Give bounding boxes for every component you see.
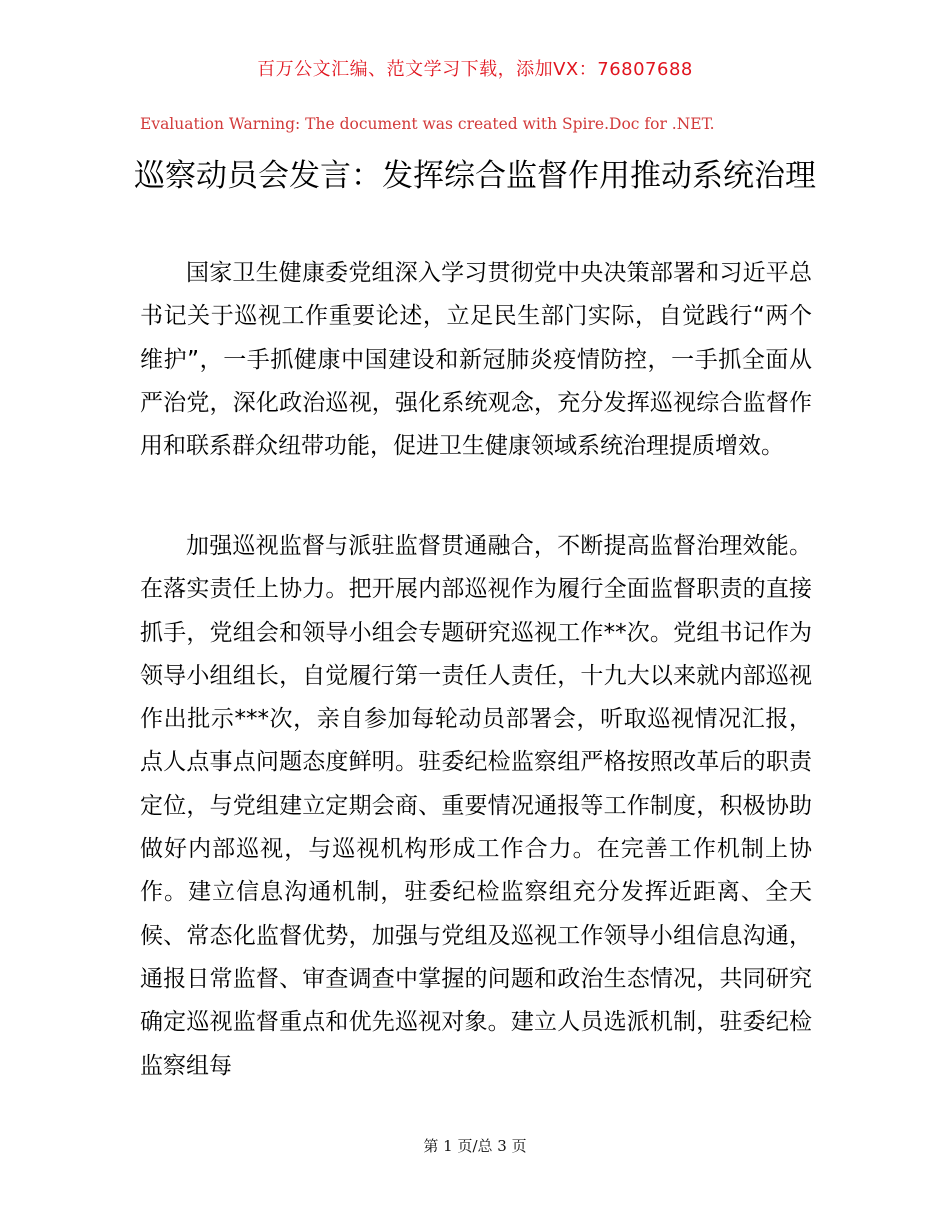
- page-number: 第 1 页/总 3 页: [423, 1137, 527, 1155]
- body-paragraph: 加强巡视监督与派驻监督贯通融合，不断提高监督治理效能。在落实责任上协力。把开展内部巡视作为履行全面监督职责的直接抓手，党组会和领导小组会专题研究巡视工作**次。党组书记作为领导小组组长，自觉履行第一责任人责任，十九大以来就内部巡视作出批示***次，亲自参加每轮动员部署会，听取巡视情况汇报，点人点事点问题态度鲜明。驻委纪检监察组严格按照改革后的职责定位，与党组建立定期会商、重要情况通报等工作制度，积极协助做好内部巡视，与巡视机构形成工作合力。在完善工作机制上协作。建立信息沟通机制，驻委纪检监察组充分发挥近距离、全天候、常态化监督优势，加强与党组及巡视工作领导小组信息沟通，通报日常监督、审查调查中掌握的问题和政治生态情况，共同研究确定巡视监督重点和优先巡视对象。建立人员选派机制，驻委纪检监察组每: [140, 533, 812, 1079]
- header-banner: 百万公文汇编、范文学习下载，添加VX：76807688: [257, 59, 693, 80]
- body-paragraph: 国家卫生健康委党组深入学习贯彻党中央决策部署和习近平总书记关于巡视工作重要论述，立足民生部门实际，自觉践行“两个维护”，一手抓健康中国建设和新冠肺炎疫情防控，一手抓全面从严治党，深化政治巡视，强化系统观念，充分发挥巡视综合监督作用和联系群众纽带功能，促进卫生健康领域系统治理提质增效。: [140, 260, 812, 460]
- document-title: 巡察动员会发言：发挥综合监督作用推动系统治理: [134, 158, 816, 194]
- evaluation-warning: Evaluation Warning: The document was created with Spire.Doc for .NET.: [140, 115, 715, 133]
